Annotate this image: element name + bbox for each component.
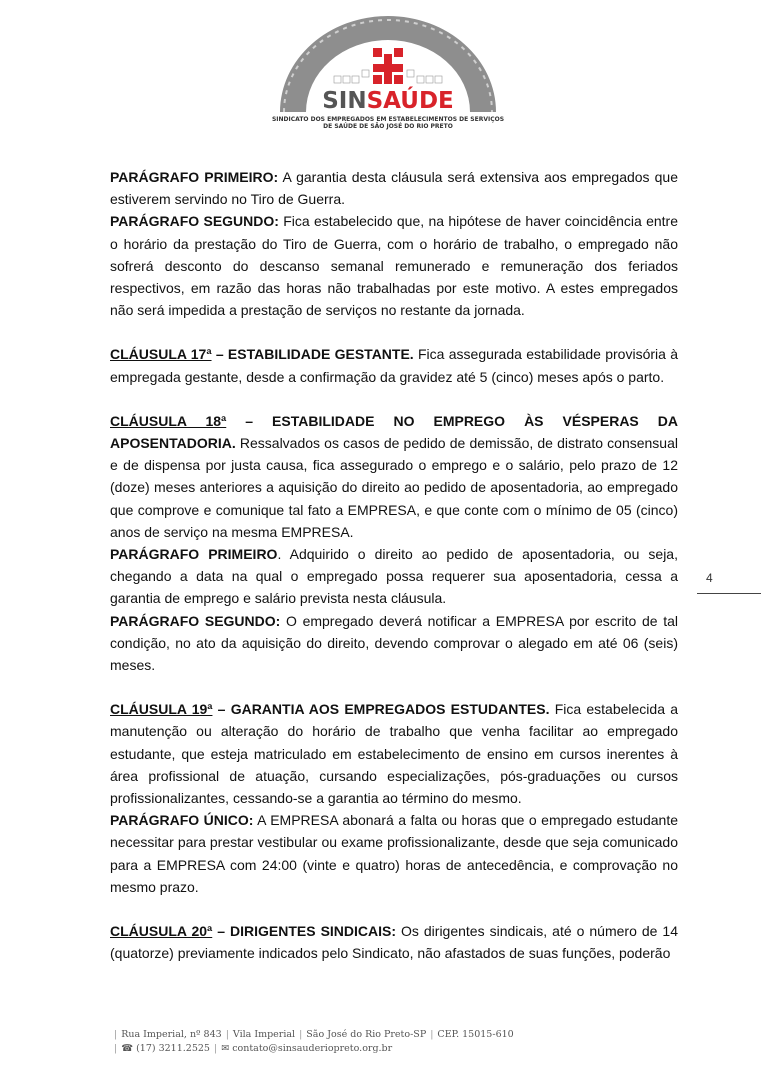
logo-subtitle-line2: DE SAÚDE DE SÃO JOSÉ DO RIO PRETO: [323, 123, 453, 130]
footer-email[interactable]: contato@sinsauderiopreto.org.br: [232, 1043, 393, 1054]
clause-19-paragraph-unico: PARÁGRAFO ÚNICO: A EMPRESA abonará a falta ou horas que o empregado estudante necessitar para prestar vestibular ou exame profissionalizante, desde que seja comunicado para a EMPRESA com 24:00 (vinte e quatro) horas de antecedência, e comprovação no mesmo prazo.: [110, 812, 678, 895]
page-number: 4: [706, 571, 713, 585]
clause-17-title: – ESTABILIDADE GESTANTE.: [211, 346, 414, 363]
clause-18-label: CLÁUSULA 18ª: [110, 412, 227, 429]
clause-18: CLÁUSULA 18ª – ESTABILIDADE NO EMPREGO ÀS VÉSPERAS DA APOSENTADORIA. Ressalvados os casos de pedido de demissão, de distrato consensual e de dispensa por justa causa, fica assegurado o emprego e o salário, pelo prazo de 12 (doze) meses anteriores a aquisição do direito ao pedido de aposentadoria, ao empregado que comprove e comunique tal fato a EMPRESA, e que conte com o mínimo de 05 (cinco) anos de serviço na mesma EMPRESA.: [110, 412, 679, 540]
page-number-divider: [697, 593, 761, 594]
footer-phone: (17) 3211.2525: [136, 1043, 210, 1054]
footer-cep: CEP. 15015-610: [437, 1029, 514, 1040]
phone-icon: ☎: [121, 1043, 134, 1054]
logo-wordmark: SINSAÚDE: [322, 88, 454, 114]
footer-contact-line: | ☎ (17) 3211.2525 | ✉ contato@sinsauderiopreto.org.br: [114, 1043, 393, 1054]
clause-17-label: CLÁUSULA 17ª: [110, 346, 212, 363]
mail-icon: ✉: [221, 1043, 230, 1054]
clause-18-paragraph-segundo: PARÁGRAFO SEGUNDO: O empregado deverá notificar a EMPRESA por escrito de tal condição, no ato da aquisição do direito, devendo comprovar o alegado em até 06 (seis) meses.: [110, 612, 678, 674]
clause-18-title: – ESTABILIDADE NO EMPREGO ÀS VÉSPERAS DA APOSENTADORIA.: [110, 412, 679, 452]
clause-18-paragraph-primeiro: PARÁGRAFO PRIMEIRO. Adquirido o direito ao pedido de aposentadoria, ou seja, chegando a data na qual o empregado possa requerer sua aposentadoria, cessa a garantia de emprego e salário prevista nesta cláusula.: [110, 546, 678, 607]
sinsaude-logo: [270, 8, 506, 130]
footer: [110, 1028, 530, 1056]
paragraph-segundo: PARÁGRAFO SEGUNDO: Fica estabelecido que, na hipótese de haver coincidência entre o horário da prestação do Tiro de Guerra, com o horário de trabalho, o empregado não sofrerá desconto do descanso semanal remunerado e remuneração dos feriados respectivos, em razão das horas não trabalhadas por este motivo. A estes empregados não será impedida a prestação de serviços no restante da jornada.: [110, 213, 678, 319]
footer-city: São José do Rio Preto-SP: [306, 1029, 427, 1040]
footer-district: Vila Imperial: [232, 1029, 296, 1040]
clause-20: CLÁUSULA 20ª – DIRIGENTES SINDICAIS: Os dirigentes sindicais, até o número de 14 (quatorze) previamente indicados pelo Sindicato, não afastados de suas funções, poderão: [110, 923, 678, 962]
footer-address: Rua Imperial, nº 843: [121, 1029, 222, 1040]
clause-19: CLÁUSULA 19ª – GARANTIA AOS EMPREGADOS ESTUDANTES. Fica estabelecida a manutenção ou alteração do horário de trabalho que venha facilitar ao empregado estudante, que esteja matriculado em estabelecimento de ensino em cursos inerentes à área profissional de atuação, cursando especializações, pós-graduações ou cursos profissionalizantes, cessando-se a garantia ao término do mesmo.: [110, 701, 678, 807]
paragraph-primeiro: PARÁGRAFO PRIMEIRO: A garantia desta cláusula será extensiva aos empregados que estiverem servindo no Tiro de Guerra.: [110, 169, 678, 208]
clause-17: CLÁUSULA 17ª – ESTABILIDADE GESTANTE. Fica assegurada estabilidade provisória à empregada gestante, desde a confirmação da gravidez até 5 (cinco) meses após o parto.: [110, 346, 678, 385]
clause-20-title: – DIRIGENTES SINDICAIS:: [212, 923, 397, 940]
logo-subtitle-line1: SINDICATO DOS EMPREGADOS EM ESTABELECIMENTOS DE SERVIÇOS: [271, 116, 505, 123]
document-body: [110, 166, 678, 965]
clause-19-label: CLÁUSULA 19ª: [110, 701, 213, 718]
footer-address-line: | Rua Imperial, nº 843 | Vila Imperial | São José do Rio Preto-SP | CEP. 15015-610: [114, 1029, 514, 1040]
clause-20-label: CLÁUSULA 20ª: [110, 923, 213, 940]
clause-19-title: – GARANTIA AOS EMPREGADOS ESTUDANTES.: [212, 701, 550, 718]
